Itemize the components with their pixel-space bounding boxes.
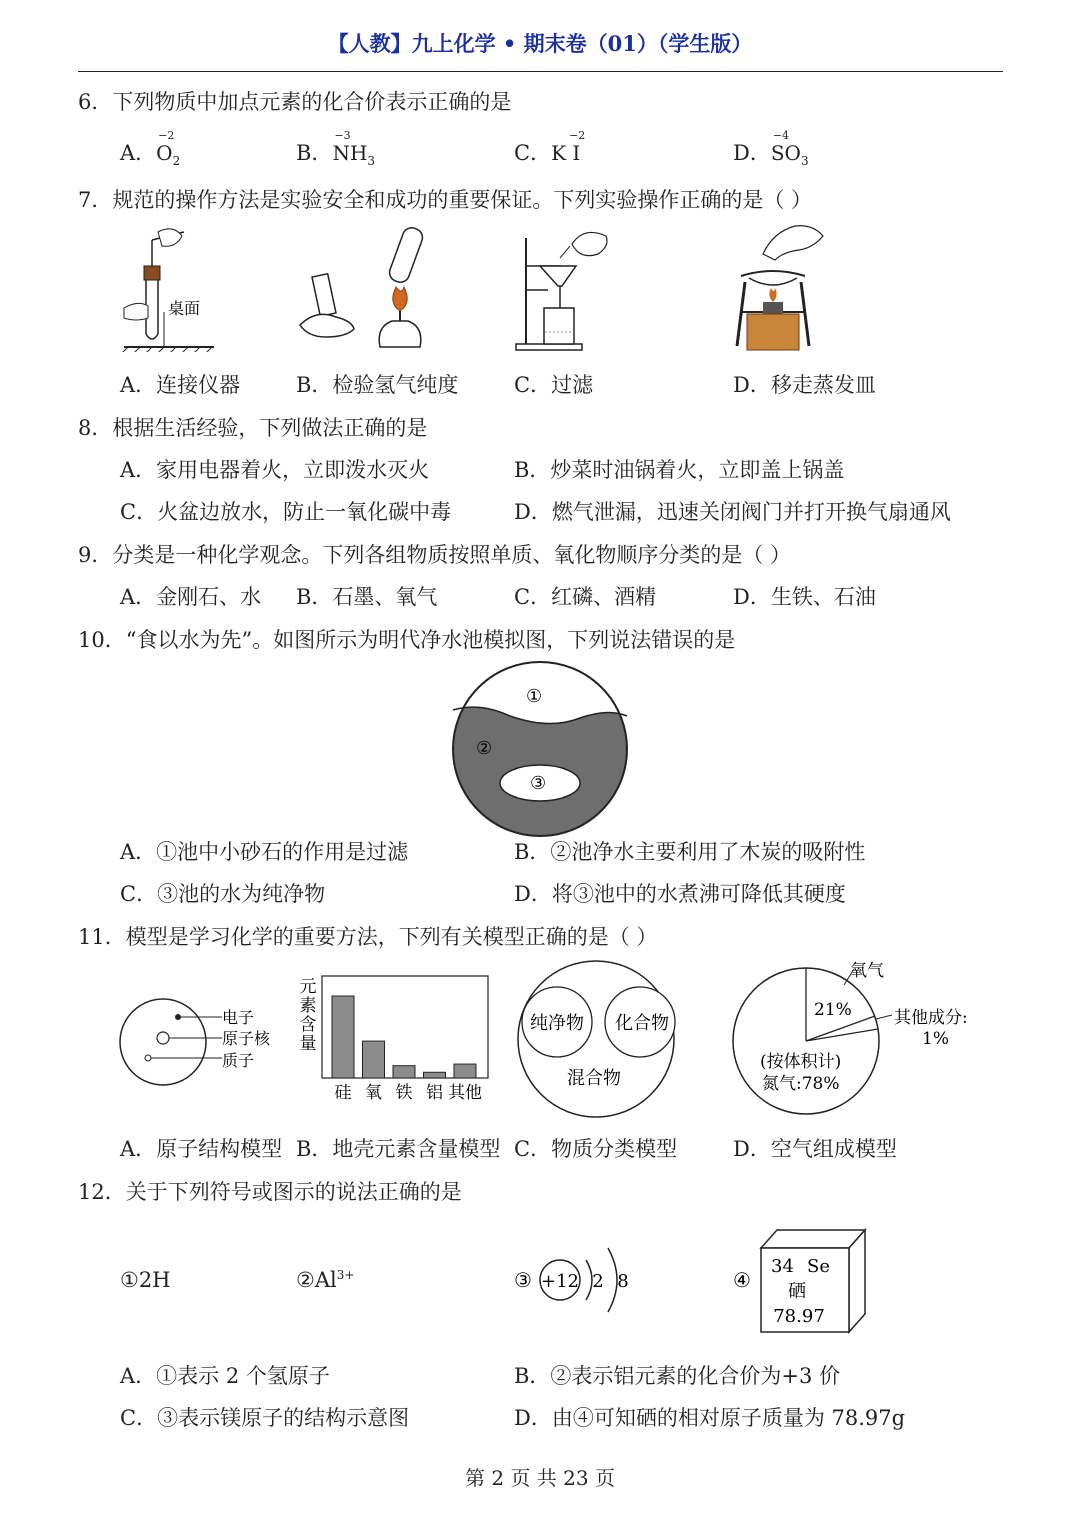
- q6-b-letter: B．: [296, 141, 333, 165]
- q6-c-formula: K I: [551, 141, 581, 165]
- q12-s3-nucleus: +12: [541, 1271, 579, 1292]
- q6-a-formula: O: [156, 141, 173, 165]
- q9-option-d[interactable]: D．生铁、石油: [733, 585, 876, 609]
- q6-b-ox: −3: [334, 129, 351, 142]
- q7-option-d[interactable]: D．移走蒸发皿: [733, 373, 876, 397]
- q12-s3-prefix: ③: [514, 1268, 532, 1292]
- q12-stem: 12．关于下列符号或图示的说法正确的是: [78, 1180, 462, 1204]
- q9-option-a[interactable]: A．金刚石、水: [120, 585, 262, 609]
- bar-label-0: 硅: [334, 1083, 352, 1103]
- q12-option-d[interactable]: D．由④可知硒的相对原子质量为 78.97g: [514, 1406, 906, 1430]
- q9-stem: 9．分类是一种化学观念。下列各组物质按照单质、氧化物顺序分类的是（ ）: [78, 543, 792, 567]
- q12-s4-number: 34: [771, 1256, 794, 1277]
- bar-硅: [332, 996, 354, 1078]
- q12-atom-structure-diagram: [512, 1238, 642, 1324]
- bar-ylabel-3: 量: [299, 1034, 317, 1054]
- pie-oxygen-pct: 21%: [814, 1000, 852, 1020]
- q7-image-filtration: [514, 224, 624, 354]
- pie-other-label: 其他成分:: [894, 1008, 968, 1028]
- q10-option-a[interactable]: A．①池中小砂石的作用是过滤: [120, 840, 409, 864]
- q6-d-letter: D．: [733, 141, 771, 165]
- q6-option-a[interactable]: [120, 129, 181, 169]
- q12-option-a[interactable]: A．①表示 2 个氢原子: [120, 1364, 330, 1388]
- q10-label-2: ②: [476, 738, 493, 759]
- q10-label-1: ①: [526, 686, 543, 707]
- q12-s4-name: 硒: [788, 1281, 806, 1302]
- q6-stem: 6．下列物质中加点元素的化合价表示正确的是: [78, 90, 512, 114]
- q6-b-formula: NH: [332, 141, 368, 165]
- bar-其他: [454, 1064, 476, 1078]
- q8-stem: 8．根据生活经验，下列做法正确的是: [78, 416, 428, 440]
- bar-label-1: 氧: [365, 1083, 382, 1103]
- bar-label-4: 其他: [448, 1083, 482, 1103]
- q12-s3-shell2: 8: [617, 1271, 629, 1292]
- q6-a-letter: A．: [120, 141, 157, 165]
- q7-desk-label: 桌面: [168, 299, 201, 318]
- q6-c-letter: C．: [514, 141, 552, 165]
- bar-ylabel-2: 含: [299, 1015, 317, 1035]
- q12-s4-mass: 78.97: [773, 1306, 825, 1327]
- q6-c-ox: −2: [569, 129, 586, 142]
- q12-s3-shell1: 2: [592, 1271, 604, 1292]
- q6-option-b[interactable]: [296, 129, 376, 169]
- q11-crust-bar-chart: [296, 972, 496, 1107]
- q11-option-b[interactable]: B．地壳元素含量模型: [296, 1137, 501, 1161]
- q7-image-connect-apparatus: [118, 222, 218, 352]
- q12-element-tile: [733, 1226, 873, 1338]
- bar-氧: [363, 1041, 385, 1078]
- atom-label-electron: 电子: [222, 1008, 255, 1027]
- q10-option-d[interactable]: D．将③池中的水煮沸可降低其硬度: [514, 882, 846, 906]
- q12-option-c[interactable]: C．③表示镁原子的结构示意图: [120, 1406, 410, 1430]
- q12-option-b[interactable]: B．②表示铝元素的化合价为+3 价: [514, 1364, 841, 1388]
- q11-option-d[interactable]: D．空气组成模型: [733, 1137, 897, 1161]
- venn-mixture: 混合物: [567, 1068, 621, 1089]
- q11-stem: 11．模型是学习化学的重要方法，下列有关模型正确的是（ ）: [78, 925, 658, 949]
- q8-option-d[interactable]: D．燃气泄漏，迅速关闭阀门并打开换气扇通风: [514, 500, 951, 524]
- pie-other-pct: 1%: [922, 1029, 949, 1049]
- q11-classification-venn: [512, 958, 682, 1122]
- bar-铝: [424, 1072, 446, 1078]
- q12-s4-symbol: Se: [807, 1256, 830, 1277]
- q9-option-b[interactable]: B．石墨、氧气: [296, 585, 438, 609]
- q7-option-a[interactable]: A．连接仪器: [120, 373, 241, 397]
- q11-option-a[interactable]: A．原子结构模型: [120, 1137, 283, 1161]
- pie-oxygen-label: 氧气: [850, 961, 884, 981]
- q10-water-pool-diagram: [450, 658, 630, 840]
- pie-basis: (按体积计): [760, 1052, 842, 1072]
- q12-s2-prefix: ②Al: [296, 1268, 337, 1292]
- q6-d-formula: SO: [770, 141, 801, 165]
- page-header-title: 【人教】九上化学 • 期末卷（01）（学生版）: [327, 31, 753, 56]
- q11-air-pie-chart: [730, 955, 990, 1125]
- q7-option-c[interactable]: C．过滤: [514, 373, 594, 397]
- q7-option-b[interactable]: B．检验氢气纯度: [296, 373, 459, 397]
- q9-option-c[interactable]: C．红磷、酒精: [514, 585, 657, 609]
- q12-symbol-2: [296, 1268, 354, 1292]
- q10-label-3: ③: [530, 773, 547, 794]
- page-footer: 第 2 页 共 23 页: [465, 1466, 615, 1490]
- bar-label-2: 铁: [395, 1083, 413, 1103]
- q12-s2-sup: 3+: [336, 1268, 355, 1282]
- q6-b-sub: 3: [367, 154, 376, 169]
- q6-d-ox: −4: [772, 129, 790, 142]
- bar-ylabel-1: 素: [299, 996, 317, 1016]
- q6-option-c[interactable]: [514, 129, 586, 167]
- q12-s4-prefix: ④: [733, 1268, 751, 1292]
- q7-stem: 7．规范的操作方法是实验安全和成功的重要保证。下列实验操作正确的是（ ）: [78, 188, 813, 212]
- q6-option-d[interactable]: [733, 129, 809, 169]
- bar-label-3: 铝: [426, 1083, 443, 1103]
- q10-option-c[interactable]: C．③池的水为纯净物: [120, 882, 326, 906]
- q6-a-sub: 2: [172, 154, 181, 169]
- bar-ylabel-0: 元: [299, 977, 317, 997]
- bar-铁: [393, 1066, 415, 1078]
- q6-a-ox: −2: [158, 129, 175, 142]
- atom-label-nucleus: 原子核: [222, 1029, 271, 1048]
- q6-d-sub: 3: [800, 154, 809, 169]
- q11-option-c[interactable]: C．物质分类模型: [514, 1137, 678, 1161]
- q10-stem: 10．“食以水为先”。如图所示为明代净水池模拟图，下列说法错误的是: [78, 628, 736, 652]
- venn-compound: 化合物: [615, 1013, 669, 1034]
- header-divider: [78, 71, 1003, 72]
- atom-label-proton: 质子: [222, 1051, 255, 1070]
- q11-atom-model: [118, 998, 278, 1088]
- q7-image-evaporating-dish: [733, 222, 833, 354]
- q8-option-b[interactable]: B．炒菜时油锅着火，立即盖上锅盖: [514, 458, 845, 482]
- q10-option-b[interactable]: B．②池净水主要利用了木炭的吸附性: [514, 840, 866, 864]
- q8-option-c[interactable]: C．火盆边放水，防止一氧化碳中毒: [120, 500, 452, 524]
- pie-nitrogen: 氮气:78%: [762, 1074, 840, 1094]
- venn-pure: 纯净物: [530, 1013, 584, 1034]
- q8-option-a[interactable]: A．家用电器着火，立即泼水灭火: [120, 458, 430, 482]
- q12-symbol-1: ①2H: [120, 1268, 171, 1292]
- q7-image-hydrogen-test: [296, 225, 446, 353]
